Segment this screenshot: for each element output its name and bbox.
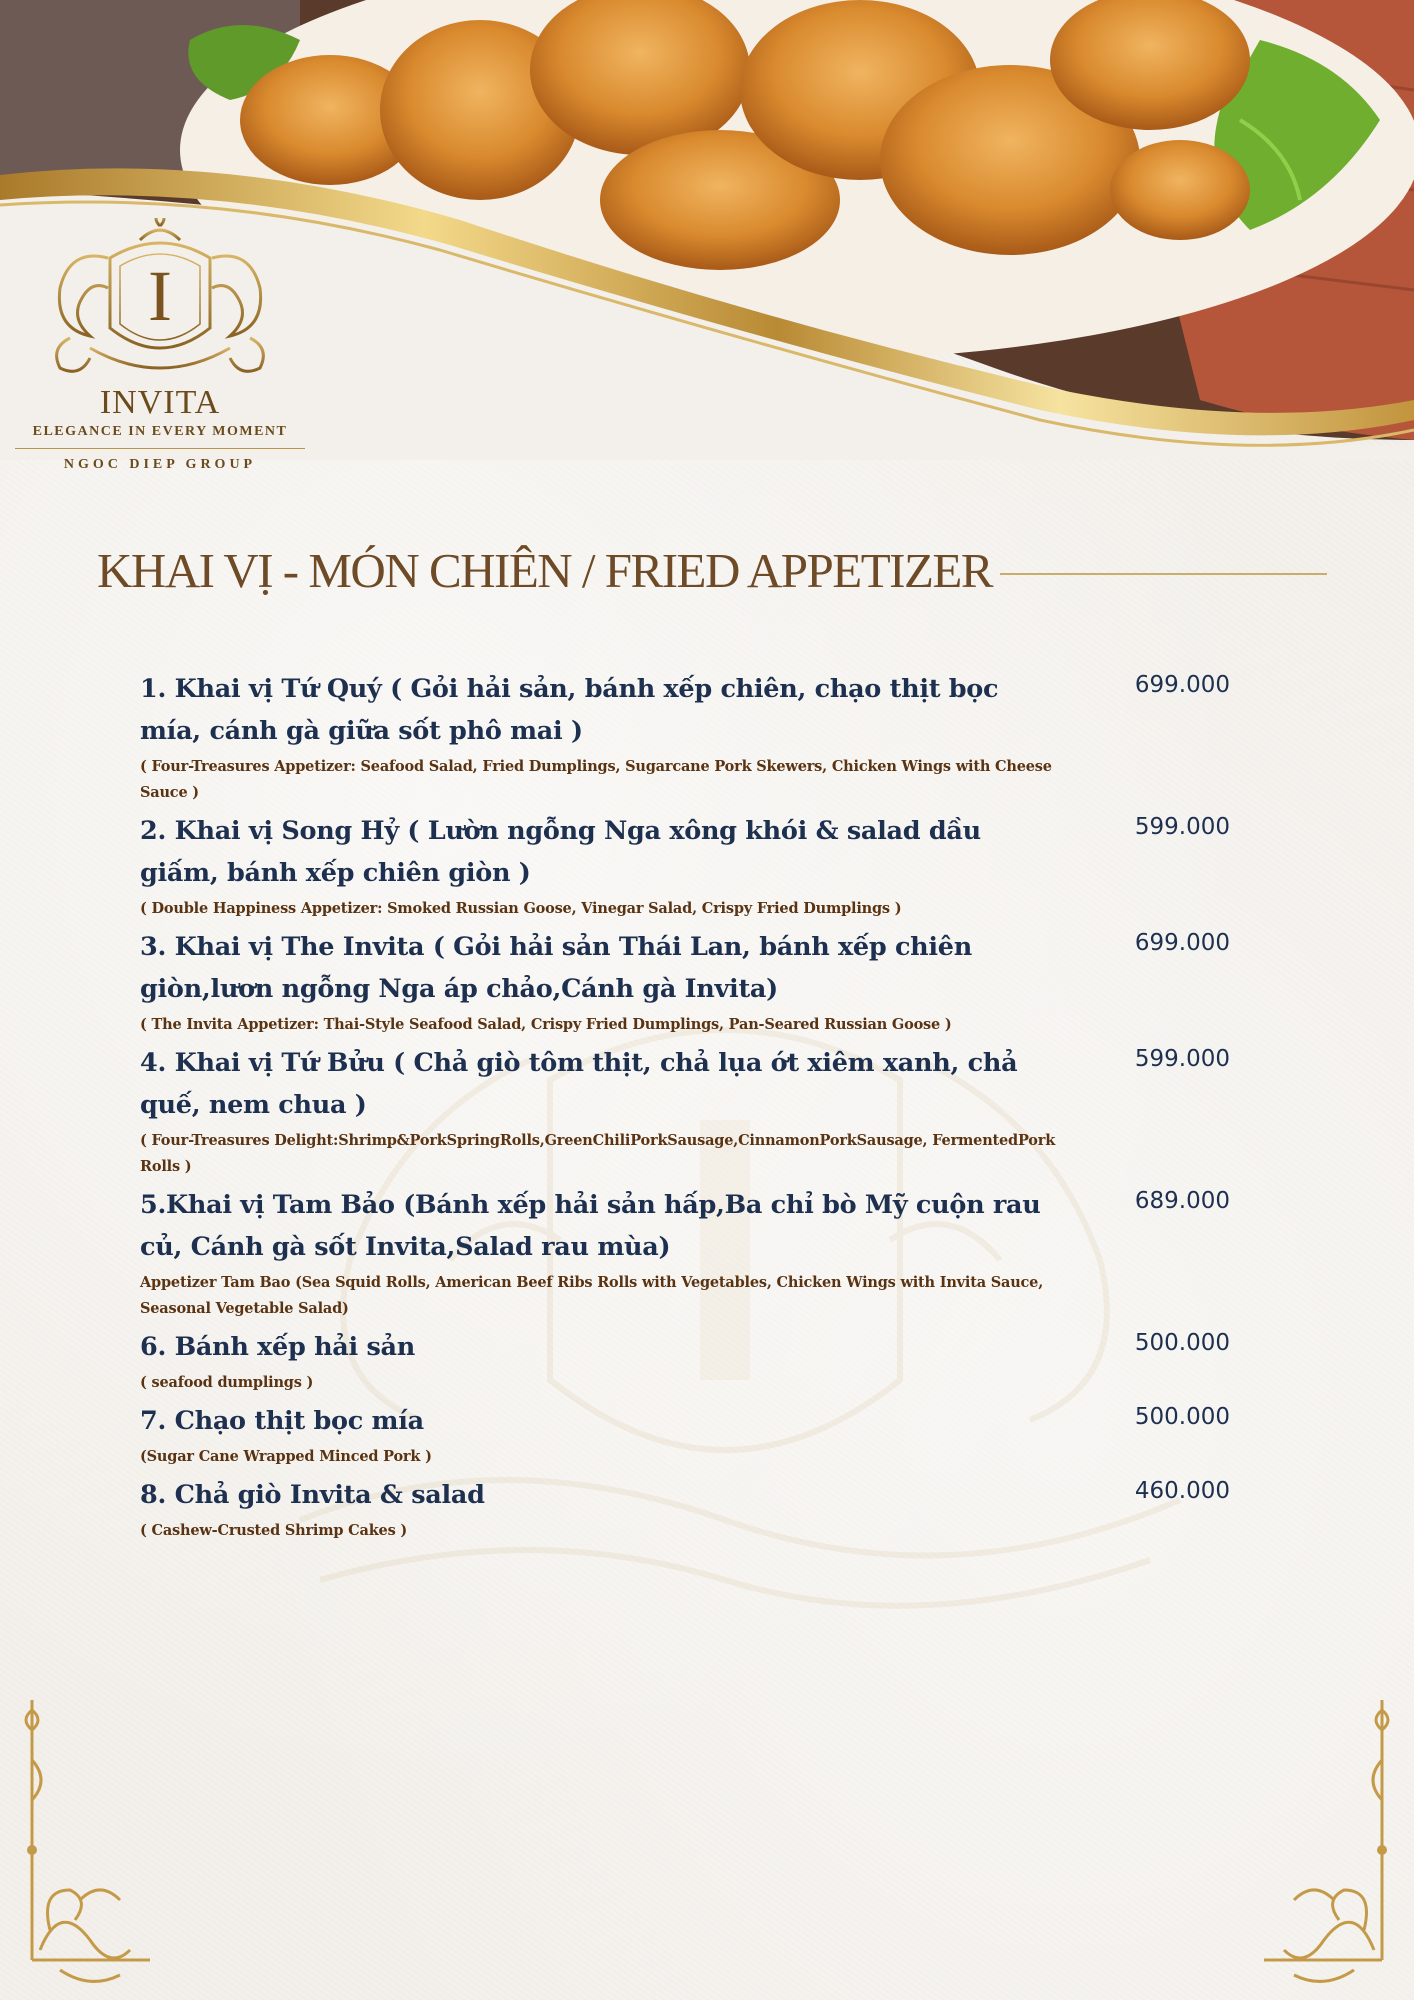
item-price: 460.000 [1134,1478,1230,1504]
item-description: ( Four-Treasures Appetizer: Seafood Salad, Fried Dumplings, Sugarcane Pork Skewers, Chicken Wings with Cheese Sauce ) [140,758,1052,801]
item-name: 2. Khai vị Song Hỷ ( Lườn ngỗng Nga xông khói & salad dầu giấm, bánh xếp chiên giòn ) [140,816,981,888]
item-price: 699.000 [1134,672,1230,698]
section-heading [97,540,1327,600]
item-price: 599.000 [1134,814,1230,840]
menu-item [140,1400,1230,1470]
ornament-bottom-left-icon [20,1700,150,1990]
ornament-bottom-right-icon [1264,1700,1394,1990]
menu-item [140,1326,1230,1396]
item-price: 699.000 [1134,930,1230,956]
menu-item [140,1474,1230,1544]
item-price: 500.000 [1134,1330,1230,1356]
brand-tagline: ELEGANCE IN EVERY MOMENT [32,424,288,439]
item-description: ( The Invita Appetizer: Thai-Style Seafood Salad, Crispy Fried Dumplings, Pan-Seared Russian Goose ) [140,1016,952,1033]
menu-item [140,668,1230,806]
item-name: 5.Khai vị Tam Bảo (Bánh xếp hải sản hấp,Ba chỉ bò Mỹ cuộn rau củ, Cánh gà sốt Invita,Salad rau mùa) [140,1190,1041,1262]
item-description: ( seafood dumplings ) [140,1374,314,1391]
brand-divider [15,448,305,449]
crest-monogram: I [148,256,172,336]
item-description: Appetizer Tam Bao (Sea Squid Rolls, American Beef Ribs Rolls with Vegetables, Chicken Wings with Invita Sauce, Seasonal Vegetable Salad) [140,1274,1044,1317]
brand-logo [10,218,310,498]
brand-name: INVITA [99,384,221,421]
item-price: 500.000 [1134,1404,1230,1430]
item-name: 6. Bánh xếp hải sản [140,1332,416,1362]
item-name: 1. Khai vị Tứ Quý ( Gỏi hải sản, bánh xếp chiên, chạo thịt bọc mía, cánh gà giữa sốt phô mai ) [140,674,999,746]
brand-group: NGOC DIEP GROUP [63,457,257,472]
menu-item [140,810,1230,922]
menu-item [140,1042,1230,1180]
item-description: ( Cashew-Crusted Shrimp Cakes ) [140,1522,408,1539]
item-price: 689.000 [1134,1188,1230,1214]
item-name: 7. Chạo thịt bọc mía [140,1406,424,1436]
section-title: KHAI VỊ - MÓN CHIÊN / FRIED APPETIZER [97,542,992,598]
section-rule [1000,573,1327,575]
menu-list [140,668,1230,1548]
menu-item [140,1184,1230,1322]
item-name: 4. Khai vị Tứ Bửu ( Chả giò tôm thịt, chả lụa ớt xiêm xanh, chả quế, nem chua ) [140,1048,1018,1120]
item-description: ( Four-Treasures Delight:Shrimp&PorkSpringRolls,GreenChiliPorkSausage,CinnamonPorkSausage, FermentedPork Rolls ) [140,1132,1056,1175]
item-name: 8. Chả giò Invita & salad [140,1480,485,1510]
crest-icon [30,218,290,388]
menu-item [140,926,1230,1038]
item-price: 599.000 [1134,1046,1230,1072]
item-description: (Sugar Cane Wrapped Minced Pork ) [140,1448,432,1465]
item-description: ( Double Happiness Appetizer: Smoked Russian Goose, Vinegar Salad, Crispy Fried Dumplings ) [140,900,902,917]
item-name: 3. Khai vị The Invita ( Gỏi hải sản Thái Lan, bánh xếp chiên giòn,lươn ngỗng Nga áp chảo,Cánh gà Invita) [140,932,972,1004]
